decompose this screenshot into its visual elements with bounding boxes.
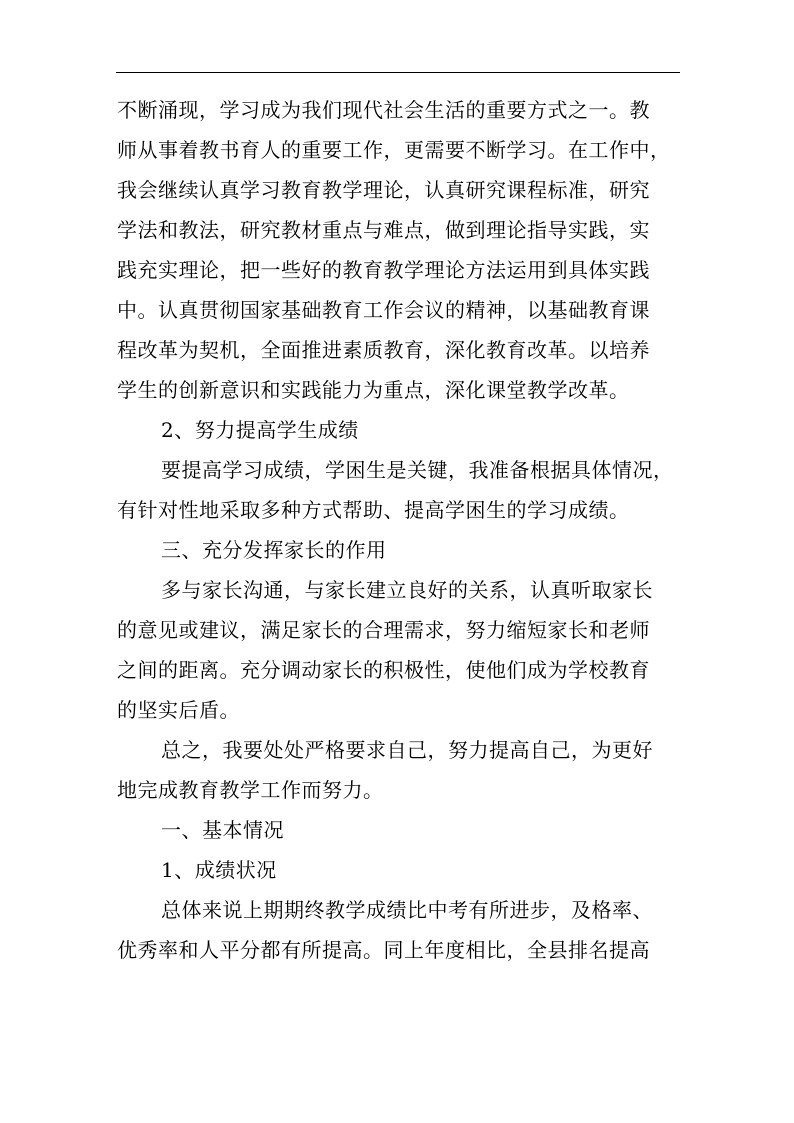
- text-line: 总之，我要处处严格要求自己，努力提高自己，为更好: [161, 738, 653, 762]
- text-line: 地完成教育教学工作而努力。: [117, 778, 384, 802]
- text-line: 要提高学习成绩，学困生是关键，我准备根据具体情况，: [161, 458, 674, 482]
- body-text: [117, 90, 687, 970]
- text-line: 之间的距离。充分调动家长的积极性，使他们成为学校教育: [117, 658, 650, 682]
- section-heading: 一、基本情况: [161, 818, 284, 842]
- section-heading: 三、充分发挥家长的作用: [161, 538, 387, 562]
- text-line: 优秀率和人平分都有所提高。同上年度相比，全县排名提高: [117, 938, 650, 962]
- text-line: 程改革为契机，全面推进素质教育，深化教育改革。以培养: [117, 338, 650, 362]
- text-line: 不断涌现，学习成为我们现代社会生活的重要方式之一。教: [117, 98, 650, 122]
- section-heading: 1、成绩状况: [161, 858, 277, 882]
- text-line: 的意见或建议，满足家长的合理需求，努力缩短家长和老师: [117, 618, 650, 642]
- text-line: 的坚实后盾。: [117, 698, 240, 722]
- text-line: 践充实理论，把一些好的教育教学理论方法运用到具体实践: [117, 258, 650, 282]
- text-line: 我会继续认真学习教育教学理论，认真研究课程标准，研究: [117, 178, 650, 202]
- header-rule: [116, 72, 680, 73]
- text-line: 总体来说上期期终教学成绩比中考有所进步，及格率、: [161, 898, 653, 922]
- section-heading: 2、努力提高学生成绩: [161, 418, 359, 442]
- text-line: 师从事着教书育人的重要工作，更需要不断学习。在工作中，: [117, 138, 671, 162]
- text-line: 有针对性地采取多种方式帮助、提高学困生的学习成绩。: [117, 498, 630, 522]
- text-line: 学生的创新意识和实践能力为重点，深化课堂教学改革。: [117, 378, 630, 402]
- text-line: 学法和教法，研究教材重点与难点，做到理论指导实践，实: [117, 218, 650, 242]
- text-line: 中。认真贯彻国家基础教育工作会议的精神，以基础教育课: [117, 298, 650, 322]
- text-line: 多与家长沟通，与家长建立良好的关系，认真听取家长: [161, 578, 653, 602]
